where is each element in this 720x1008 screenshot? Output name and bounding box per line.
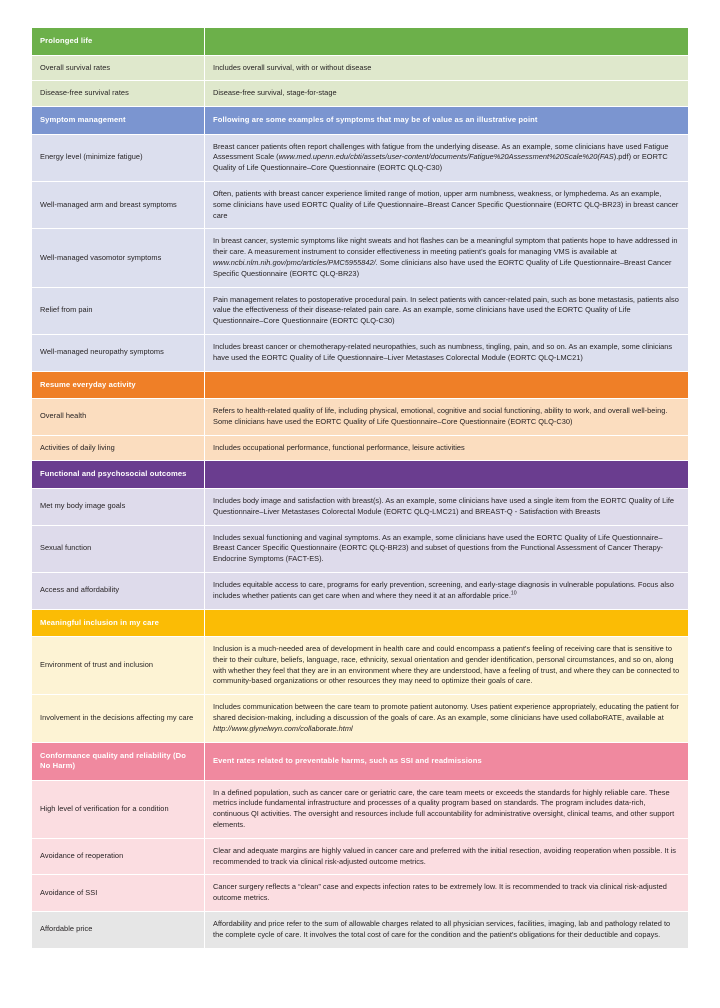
row-description: Includes communication between the care team to promote patient autonomy. Uses patient experience appropriately, educating the patient for shared decision-making, including a discussion of the goals of care. As an example, some clinicians have used collaboRATE, available at http://www.glynelwyn.com/collaborate.html — [205, 695, 688, 742]
section-header-label: Conformance quality and reliability (Do No Harm) — [32, 743, 205, 781]
row-description: Cancer surgery reflects a “clean” case and expects infection rates to be extremely low. It is recommended to track via clinical risk-adjusted outcome metrics. — [205, 875, 688, 912]
section-header-label: Functional and psychosocial outcomes — [32, 461, 205, 489]
table-row — [32, 839, 688, 876]
table-row — [32, 182, 688, 229]
row-label: Disease-free survival rates — [32, 81, 205, 107]
section-header-label: Symptom management — [32, 107, 205, 135]
row-label: Well-managed neuropathy symptoms — [32, 335, 205, 372]
section-header-description — [205, 610, 688, 638]
table-row — [32, 875, 688, 912]
table-row — [32, 135, 688, 182]
section-header-description — [205, 461, 688, 489]
row-label: Environment of trust and inclusion — [32, 637, 205, 695]
row-label: Avoidance of SSI — [32, 875, 205, 912]
row-description: Includes sexual functioning and vaginal symptoms. As an example, some clinicians have used the EORTC Quality of Life Questionnaire–Breast Cancer Specific Questionnaire (EORTC QLQ-BR23) and subset of questions from the Functional Assessment of Cancer Therapy-Endocrine Symptoms (FACT-ES). — [205, 526, 688, 573]
row-label: Overall survival rates — [32, 56, 205, 82]
table-row — [32, 526, 688, 573]
table-row — [32, 781, 688, 839]
section-header-description: Following are some examples of symptoms that may be of value as an illustrative point — [205, 107, 688, 135]
row-label: High level of verification for a condition — [32, 781, 205, 839]
row-description: Clear and adequate margins are highly valued in cancer care and preferred with the initial resection, avoiding reoperation when possible. It is recommended to track via clinical risk-adjusted outcome metrics. — [205, 839, 688, 876]
section-header-row — [32, 372, 688, 400]
row-description: Inclusion is a much-needed area of development in health care and could encompass a patient's feeling of receiving care that is sensitive to their to their culture, beliefs, language, race, ethnicity, sexual orientation and gender identification, personal circumstances, and so on, along with whether they feel that they are in an environment where they are understood, have a feeling of trust, and where they can be connected to community-based organizations or other resources they may need to optimize their goals of care. — [205, 637, 688, 695]
row-description: Affordability and price refer to the sum of allowable charges related to all physician services, facilities, imaging, lab and pathology related to the complete cycle of care. It involves the total cost of care for the condition and the patient's obligations for their deductible and copays. — [205, 912, 688, 949]
row-description: Disease-free survival, stage-for-stage — [205, 81, 688, 107]
row-label: Activities of daily living — [32, 436, 205, 462]
row-label: Sexual function — [32, 526, 205, 573]
section-header-label: Meaningful inclusion in my care — [32, 610, 205, 638]
table-row — [32, 489, 688, 526]
row-label: Avoidance of reoperation — [32, 839, 205, 876]
table-row — [32, 56, 688, 82]
row-description: Breast cancer patients often report challenges with fatigue from the underlying disease. As an example, some clinicians have used Fatigue Assessment Scale (www.med.upenn.edu/cbti/assets/user-content/documents/Fatigue%20Assessment%20Scale%20(FAS).pdf) or EORTC Quality of Life Questionnaire–Core Questionnaire (EORTC QLQ-C30) — [205, 135, 688, 182]
row-label: Involvement in the decisions affecting my care — [32, 695, 205, 742]
table-row — [32, 637, 688, 695]
section-header-row — [32, 743, 688, 781]
section-header-row — [32, 461, 688, 489]
row-description: Refers to health-related quality of life, including physical, emotional, cognitive and social functioning, ability to work, and overall well-being. Some clinicians have used the EORTC Quality of Life Questionnaire–Core Questionnaire (EORTC QLQ-C30) — [205, 399, 688, 436]
row-label: Well-managed vasomotor symptoms — [32, 229, 205, 287]
outcome-measures-table — [32, 28, 688, 949]
table-row — [32, 573, 688, 610]
row-label: Relief from pain — [32, 288, 205, 335]
section-header-description — [205, 372, 688, 400]
section-header-label: Resume everyday activity — [32, 372, 205, 400]
row-description: In a defined population, such as cancer care or geriatric care, the care team meets or exceeds the standards for highly reliable care. These metrics include fundamental infrastructure and processes of a quality program based on standards. The program includes data-rich, continuous QI activities. The oversight and resources include full accountability for administrative oversight, clinical teams, and other support elements. — [205, 781, 688, 839]
row-label: Energy level (minimize fatigue) — [32, 135, 205, 182]
table-row — [32, 912, 688, 949]
table-row — [32, 229, 688, 287]
row-label: Overall health — [32, 399, 205, 436]
table-row — [32, 288, 688, 335]
row-label: Met my body image goals — [32, 489, 205, 526]
row-label: Access and affordability — [32, 573, 205, 610]
section-header-row — [32, 28, 688, 56]
table-row — [32, 436, 688, 462]
section-header-label: Prolonged life — [32, 28, 205, 56]
reference-marker: 10 — [510, 590, 517, 597]
section-header-row — [32, 107, 688, 135]
row-description: Includes occupational performance, functional performance, leisure activities — [205, 436, 688, 462]
row-description: Includes breast cancer or chemotherapy-related neuropathies, such as numbness, tingling, pain, and so on. As an example, some clinicians have used the EORTC Quality of Life Questionnaire–Liver Metastases Colorectal Module (EORTC QLQ-LMC21) — [205, 335, 688, 372]
table-row — [32, 695, 688, 742]
section-header-description — [205, 28, 688, 56]
table-row — [32, 81, 688, 107]
section-header-description: Event rates related to preventable harms, such as SSI and readmissions — [205, 743, 688, 781]
row-label: Well-managed arm and breast symptoms — [32, 182, 205, 229]
row-description: Often, patients with breast cancer experience limited range of motion, upper arm numbness, weakness, or lymphedema. As an example, some clinicians have used EORTC Quality of Life Questionnaire–Breast Cancer Specific Questionnaire (EORTC QLQ-BR23) in breast cancer care — [205, 182, 688, 229]
table-row — [32, 335, 688, 372]
row-description: In breast cancer, systemic symptoms like night sweats and hot flashes can be a meaningful symptom that patients hope to have addressed in their care. A measurement instrument to consider effectiveness in meeting patient's goals for managing VMS is available at www.ncbi.nlm.nih.gov/pmc/articles/PMC5955842/. Some clinicians also have used the EORTC Quality of Life Questionnaire–Breast Cancer Specific Questionnaire (EORTC QLQ-BR23) — [205, 229, 688, 287]
table-row — [32, 399, 688, 436]
row-description: Includes equitable access to care, programs for early prevention, screening, and early-stage diagnosis in vulnerable populations. Focus also includes whether patients can get care when and where they need it at an affordable price.$^{10}$ — [205, 573, 688, 610]
row-description: Pain management relates to postoperative procedural pain. In select patients with cancer-related pain, such as bone metastasis, patients also value the effectiveness of their disease-related pain care. As an example, some clinicians have used the EORTC Quality of Life Questionnaire–Core Questionnaire (EORTC QLQ-C30) — [205, 288, 688, 335]
row-description: Includes body image and satisfaction with breast(s). As an example, some clinicians have used a single item from the EORTC Quality of Life Questionnaire–Liver Metastases Colorectal Module (EORTC QLQ-LMC21) and BREAST-Q - Satisfaction with Breasts — [205, 489, 688, 526]
row-description: Includes overall survival, with or without disease — [205, 56, 688, 82]
row-label: Affordable price — [32, 912, 205, 949]
section-header-row — [32, 610, 688, 638]
